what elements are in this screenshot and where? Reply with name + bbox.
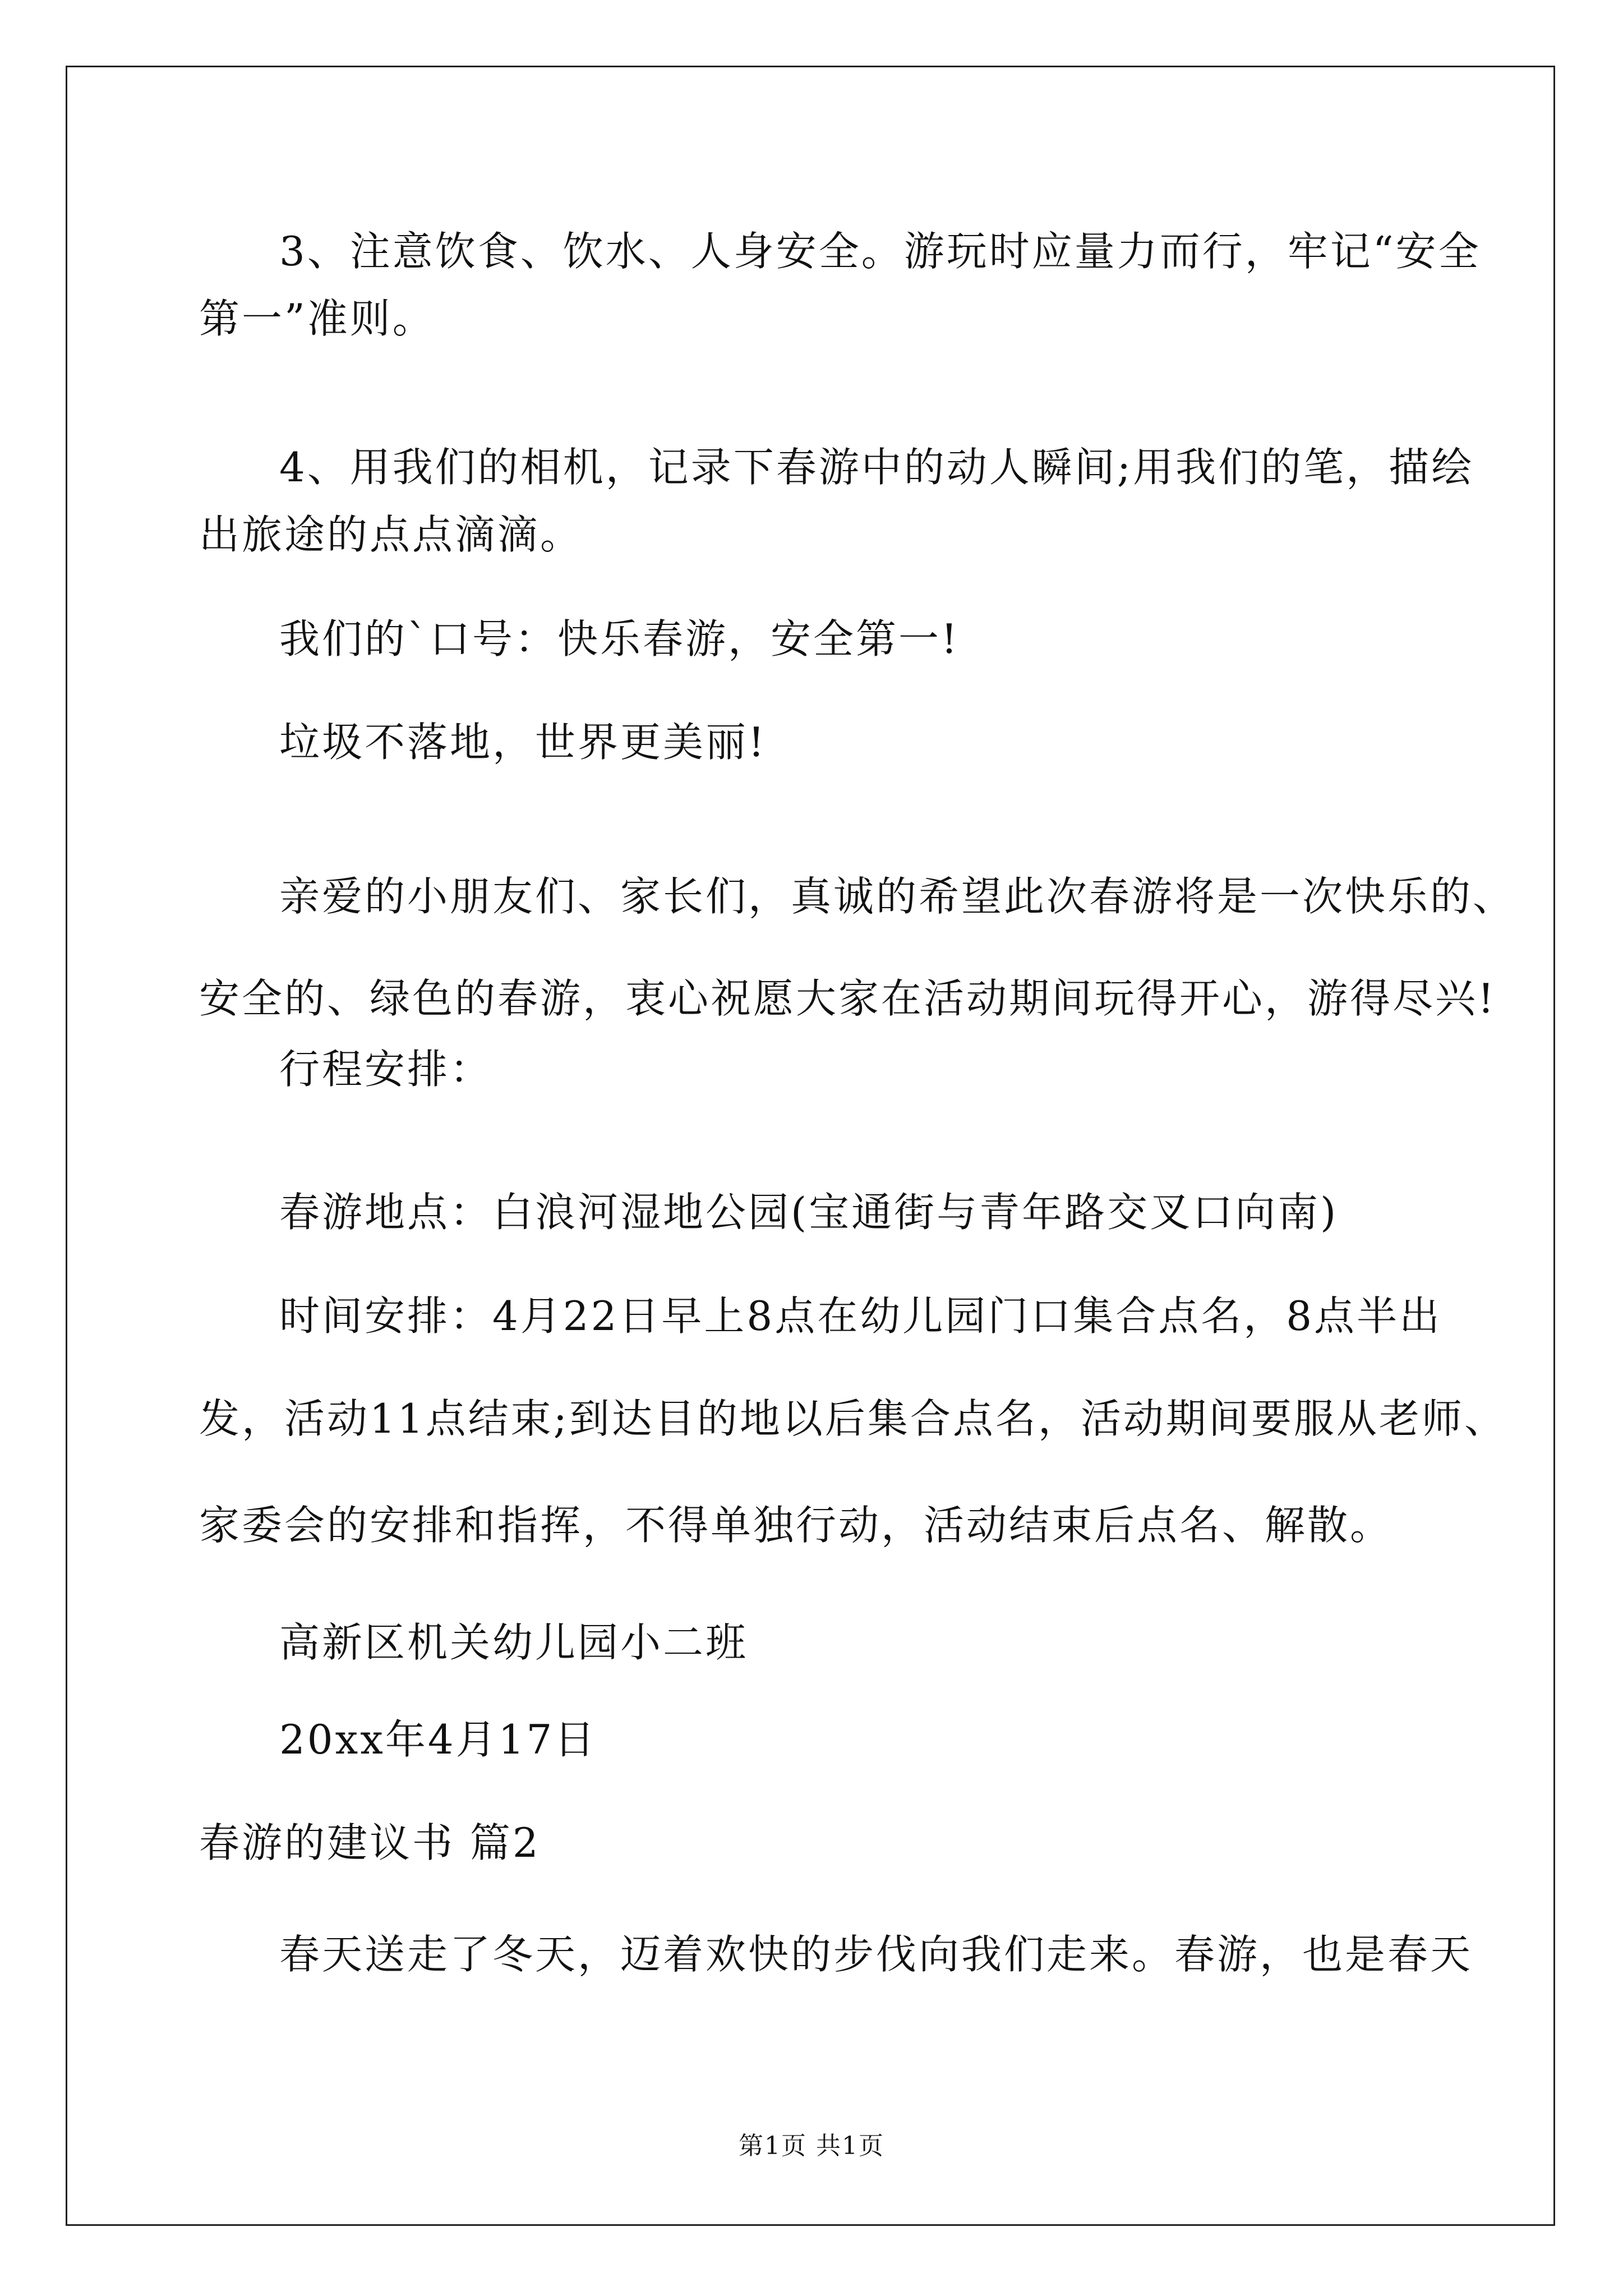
paragraph-line: 发，活动11点结束;到达目的地以后集合点名，活动期间要服从老师、 — [199, 1395, 1507, 1442]
paragraph-line: 亲爱的小朋友们、家长们，真诚的希望此次春游将是一次快乐的、 — [279, 873, 1516, 920]
paragraph-line: 出旅途的点点滴滴。 — [199, 511, 583, 558]
paragraph-line: 春天送走了冬天，迈着欢快的步伐向我们走来。春游，也是春天 — [279, 1931, 1473, 1978]
page-border — [66, 66, 1555, 2226]
paragraph-line: 3、注意饮食、饮水、人身安全。游玩时应量力而行，牢记“安全 — [279, 228, 1481, 275]
paragraph-line: 安全的、绿色的春游，衷心祝愿大家在活动期间玩得开心，游得尽兴! — [199, 975, 1496, 1022]
paragraph-line: 春游地点：白浪河湿地公园(宝通街与青年路交叉口向南) — [279, 1189, 1339, 1236]
paragraph-line: 行程安排： — [279, 1046, 493, 1093]
paragraph-line: 第一”准则。 — [199, 295, 435, 342]
paragraph-line: 我们的`口号：快乐春游，安全第一! — [279, 615, 960, 662]
date-line: 20xx年4月17日 — [279, 1716, 597, 1763]
paragraph-line: 4、用我们的相机，记录下春游中的动人瞬间;用我们的笔，描绘 — [279, 444, 1474, 491]
signature-line: 高新区机关幼儿园小二班 — [279, 1619, 749, 1666]
section-heading: 春游的建议书 篇2 — [199, 1819, 541, 1866]
paragraph-line: 垃圾不落地，世界更美丽! — [279, 719, 767, 766]
page-footer: 第1页 共1页 — [739, 2132, 884, 2160]
paragraph-line: 家委会的安排和指挥，不得单独行动，活动结束后点名、解散。 — [199, 1502, 1393, 1549]
paragraph-line: 时间安排：4月22日早上8点在幼儿园门口集合点名，8点半出 — [279, 1292, 1442, 1340]
